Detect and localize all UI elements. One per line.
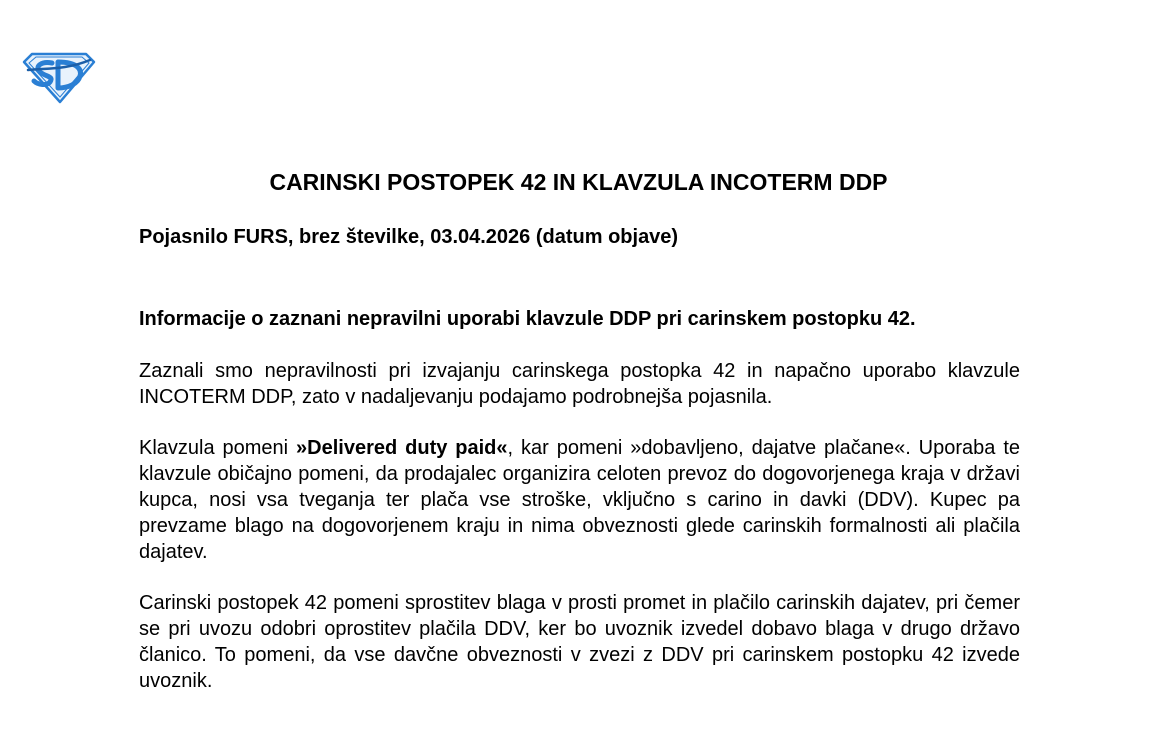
document-title: CARINSKI POSTOPEK 42 IN KLAVZULA INCOTERM DDP <box>269 169 888 195</box>
paragraph-ddp-issue: Zaznali smo nepravilnosti pri izvajanju carinskega postopka 42 in napačno uporabo klavzule INCOTERM DDP, zato v nadaljevanju podajamo podrobnejša pojasnila. <box>139 360 1020 408</box>
sd-shield-logo-icon <box>22 48 96 104</box>
ddp-term-emphasis: »Delivered duty paid« <box>296 437 508 459</box>
document-subtitle: Pojasnilo FURS, brez številke, 03.04.2026 (datum objave) <box>139 226 679 248</box>
paragraph-ddp-definition-intro: Klavzula pomeni <box>139 437 297 459</box>
document-body <box>139 306 1020 719</box>
paragraph-ddp-definition <box>139 435 1020 565</box>
lead-paragraph: Informacije o zaznani nepravilni uporabi klavzule DDP pri carinskem postopku 42. <box>139 308 916 330</box>
paragraph-ddp-definition-rest: , kar pomeni »dobavljeno, dajatve plačane«. Uporaba te klavzule običajno pomeni, da prodajalec organizira celoten prevoz do dogovorjenega kraja v državi kupca, nosi vsa tveganja ter plača vse stroške, vključno s carino in davki (DDV). Kupec pa prevzame blago na dogovorjenem kraju in nima obveznosti glede carinskih formalnosti ali plačila dajatev. <box>139 437 1020 563</box>
paragraph-procedure-42: Carinski postopek 42 pomeni sprostitev blaga v prosti promet in plačilo carinskih dajatev, pri čemer se pri uvozu odobri oprostitev plačila DDV, ker bo uvoznik izvedel dobavo blaga v drugo državo članico. To pomeni, da vse davčne obveznosti v zvezi z DDV pri carinskem postopku 42 izvede uvoznik. <box>139 592 1020 692</box>
